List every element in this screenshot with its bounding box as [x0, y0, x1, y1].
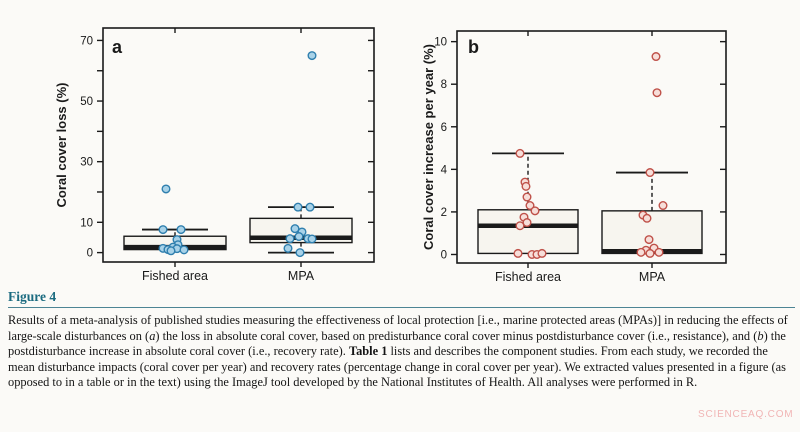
- y-tick-label: 2: [440, 206, 447, 219]
- y-tick-label: 8: [440, 79, 447, 92]
- data-point: [523, 193, 531, 201]
- y-tick-label: 70: [80, 35, 93, 48]
- data-point: [167, 247, 175, 255]
- y-tick-label: 30: [80, 156, 93, 169]
- caption-segment: lists and describes the component studies. From each study, we recorded the mean disturbance impacts (coral cover per year) and recovery rates (percentage change in coral cover per year). We extracted values presented in a figure (as opposed to in a table or in the text) using the ImageJ tool developed by the National Institutes of Health. All analyses were performed in R.: [8, 344, 786, 390]
- y-tick-label: 0: [86, 247, 93, 260]
- y-tick-label: 10: [80, 217, 93, 230]
- data-point: [531, 207, 539, 215]
- figure-caption-text: [8, 313, 795, 391]
- data-point: [295, 233, 303, 241]
- data-point: [294, 203, 302, 211]
- y-tick-label: 6: [440, 121, 447, 134]
- data-point: [652, 53, 660, 61]
- data-point: [286, 235, 294, 243]
- category-label: Fished area: [494, 270, 562, 284]
- caption-divider: [8, 307, 795, 308]
- category-label: MPA: [287, 269, 315, 283]
- data-point: [308, 235, 316, 243]
- y-tick-label: 4: [440, 164, 447, 177]
- category-label: Fished area: [141, 269, 209, 283]
- y-axis-title: Coral cover increase per year (%): [421, 44, 436, 250]
- data-point: [538, 250, 546, 258]
- y-tick-label: 0: [440, 249, 447, 262]
- y-tick-label: 50: [80, 96, 93, 109]
- data-point: [306, 203, 314, 211]
- category-label: MPA: [638, 270, 666, 284]
- y-axis-title: Coral cover loss (%): [54, 82, 69, 208]
- data-point: [655, 249, 663, 257]
- data-point: [516, 150, 524, 158]
- data-point: [177, 226, 185, 234]
- data-point: [646, 250, 654, 258]
- data-point: [159, 226, 167, 234]
- data-point: [646, 169, 654, 177]
- panel-letter: b: [468, 37, 479, 57]
- data-point: [514, 250, 522, 258]
- figure-caption-title: Figure 4: [8, 289, 57, 304]
- data-point: [637, 249, 645, 257]
- watermark: SCIENCEAQ.COM: [698, 409, 794, 420]
- caption-segment: ) the postdisturbance increase in absolute coral cover (i.e., recovery rate).: [8, 328, 786, 359]
- data-point: [516, 222, 524, 230]
- caption-segment: a: [149, 328, 156, 343]
- data-point: [659, 202, 667, 210]
- y-tick-label: 10: [434, 36, 447, 49]
- data-point: [296, 249, 304, 257]
- caption-segment: Results of a meta-analysis of published studies measuring the effectiveness of local protection [i.e., marine protected areas (MPAs)] in reducing the effects of large-scale disturbances on (: [8, 313, 788, 343]
- caption-segment: ) the loss in absolute coral cover, based on predisturbance coral cover minus postdisturbance cover (i.e., resistance), and (: [155, 328, 758, 343]
- data-point: [645, 236, 653, 244]
- caption-segment: Table 1: [348, 344, 388, 359]
- figure-caption: [8, 289, 795, 391]
- data-point: [522, 183, 530, 191]
- panel-letter: a: [112, 37, 123, 57]
- caption-segment: b: [757, 328, 764, 343]
- data-point: [180, 246, 188, 254]
- data-point: [162, 185, 170, 193]
- data-point: [643, 215, 651, 223]
- data-point: [653, 89, 661, 97]
- data-point: [284, 245, 292, 253]
- data-point: [308, 52, 316, 60]
